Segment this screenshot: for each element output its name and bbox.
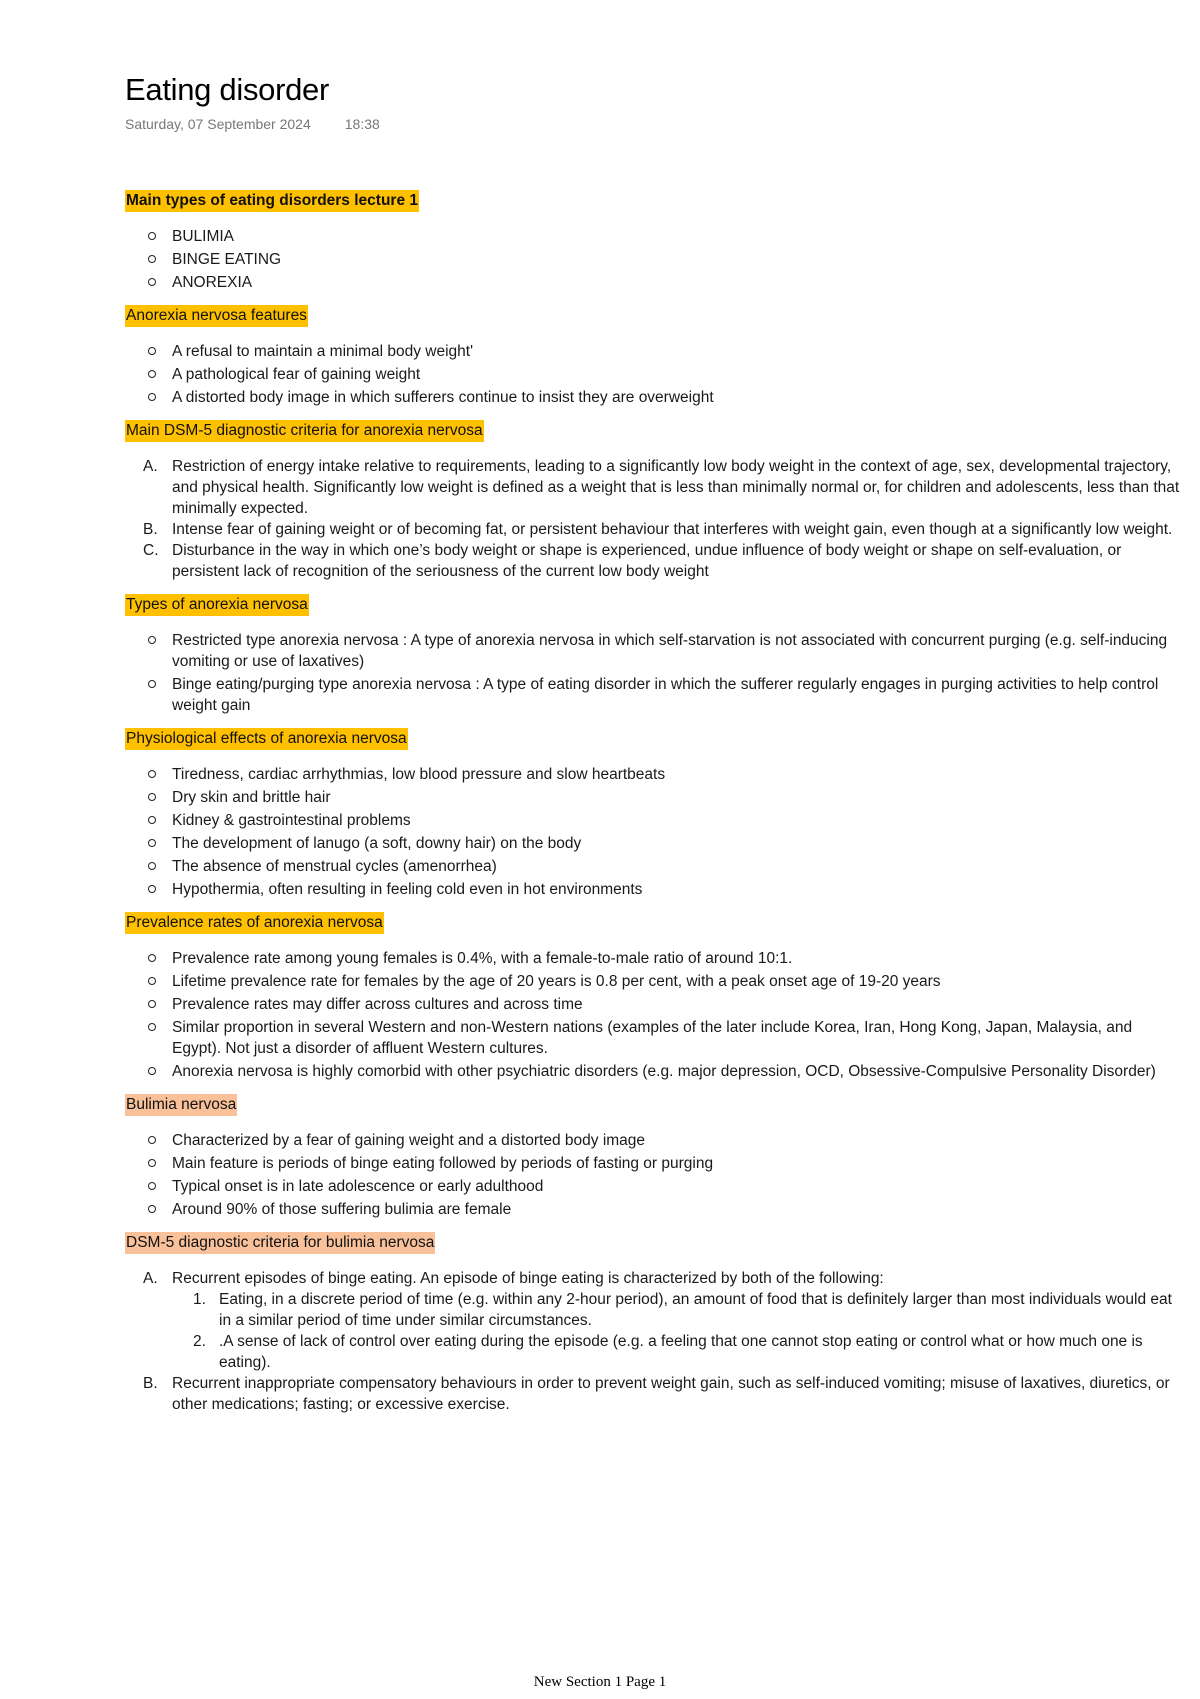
page-meta (125, 116, 1185, 132)
section-bulimia (125, 1094, 1185, 1220)
numbered-sublist (172, 1289, 1185, 1373)
list-item: Hypothermia, often resulting in feeling cold even in hot environments (125, 879, 1185, 900)
list-item (125, 1268, 1185, 1373)
section-heading: Anorexia nervosa features (125, 305, 308, 327)
lettered-list (125, 456, 1185, 582)
page-footer: New Section 1 Page 1 (533, 1674, 667, 1690)
section-heading: Main types of eating disorders lecture 1 (125, 190, 419, 212)
list-item: BINGE EATING (125, 249, 1185, 270)
section-main-types (125, 190, 1185, 293)
list-item: A distorted body image in which sufferers continue to insist they are overweight (125, 387, 1185, 408)
page-date: Saturday, 07 September 2024 (125, 116, 311, 132)
bullet-list (125, 226, 1185, 293)
section-physiological-effects (125, 728, 1185, 900)
list-item: A pathological fear of gaining weight (125, 364, 1185, 385)
list-item: A refusal to maintain a minimal body weight' (125, 341, 1185, 362)
list-item: The absence of menstrual cycles (amenorrhea) (125, 856, 1185, 877)
bullet-list (125, 1130, 1185, 1220)
list-item-text: Recurrent episodes of binge eating. An episode of binge eating is characterized by both of the following: (172, 1270, 884, 1287)
list-marker: C. (143, 542, 159, 559)
list-item (125, 1373, 1185, 1415)
list-item: Lifetime prevalence rate for females by the age of 20 years is 0.8 per cent, with a peak onset age of 19-20 years (125, 971, 1185, 992)
list-marker: A. (143, 1270, 158, 1287)
bullet-list (125, 948, 1185, 1082)
list-item: Anorexia nervosa is highly comorbid with other psychiatric disorders (e.g. major depression, OCD, Obsessive-Compulsive Personality Disorder) (125, 1061, 1185, 1082)
page-title: Eating disorder (125, 72, 330, 107)
list-marker: A. (143, 458, 158, 475)
list-item: Around 90% of those suffering bulimia are female (125, 1199, 1185, 1220)
section-dsm-anorexia (125, 420, 1185, 582)
list-item: Similar proportion in several Western and non-Western nations (examples of the later include Korea, Iran, Hong Kong, Japan, Malaysia, and Egypt). Not just a disorder of affluent Western cultures. (125, 1017, 1185, 1059)
list-item: Binge eating/purging type anorexia nervosa : A type of eating disorder in which the sufferer regularly engages in purging activities to help control weight gain (125, 674, 1185, 716)
list-marker: B. (143, 521, 158, 538)
section-heading: Types of anorexia nervosa (125, 594, 309, 616)
list-item: Characterized by a fear of gaining weight and a distorted body image (125, 1130, 1185, 1151)
section-heading: DSM-5 diagnostic criteria for bulimia nervosa (125, 1232, 435, 1254)
list-item: Tiredness, cardiac arrhythmias, low blood pressure and slow heartbeats (125, 764, 1185, 785)
list-item-text: Restriction of energy intake relative to requirements, leading to a significantly low body weight in the context of age, sex, developmental trajectory, and physical health. Significantly low weight is defined as a weight that is less than minimally normal or, for children and adolescents, less than that minimally expected. (172, 458, 1180, 517)
list-item: Prevalence rate among young females is 0.4%, with a female-to-male ratio of around 10:1. (125, 948, 1185, 969)
list-item (125, 519, 1185, 540)
list-item-text: Recurrent inappropriate compensatory behaviours in order to prevent weight gain, such as self-induced vomiting; misuse of laxatives, diuretics, or other medications; fasting; or excessive exercise. (172, 1375, 1170, 1413)
list-item (125, 540, 1185, 582)
list-item: Kidney & gastrointestinal problems (125, 810, 1185, 831)
page-time: 18:38 (344, 116, 380, 132)
list-item-text: Intense fear of gaining weight or of becoming fat, or persistent behaviour that interferes with weight gain, even though at a significantly low weight. (172, 521, 1173, 538)
list-item: Prevalence rates may differ across cultures and across time (125, 994, 1185, 1015)
list-item: BULIMIA (125, 226, 1185, 247)
bullet-list (125, 764, 1185, 900)
bullet-list (125, 341, 1185, 408)
page-content (125, 72, 1185, 1415)
list-item-text: .A sense of lack of control over eating during the episode (e.g. a feeling that one cannot stop eating or control what or how much one is eating). (219, 1333, 1143, 1371)
section-dsm-bulimia (125, 1232, 1185, 1415)
list-marker: 2. (193, 1333, 206, 1350)
section-prevalence (125, 912, 1185, 1082)
lettered-list (125, 1268, 1185, 1415)
list-item: Dry skin and brittle hair (125, 787, 1185, 808)
section-heading: Main DSM-5 diagnostic criteria for anorexia nervosa (125, 420, 484, 442)
list-item: ANOREXIA (125, 272, 1185, 293)
sublist-item (172, 1289, 1185, 1331)
section-heading: Bulimia nervosa (125, 1094, 237, 1116)
list-marker: 1. (193, 1291, 206, 1308)
list-item: Restricted type anorexia nervosa : A type of anorexia nervosa in which self-starvation is not associated with concurrent purging (e.g. self-inducing vomiting or use of laxatives) (125, 630, 1185, 672)
section-anorexia-features (125, 305, 1185, 408)
list-item-text: Eating, in a discrete period of time (e.g. within any 2-hour period), an amount of food that is definitely larger than most individuals would eat in a similar period of time under similar circumstances. (219, 1291, 1172, 1329)
section-heading: Physiological effects of anorexia nervosa (125, 728, 408, 750)
section-heading: Prevalence rates of anorexia nervosa (125, 912, 384, 934)
list-item-text: Disturbance in the way in which one’s body weight or shape is experienced, undue influence of body weight or shape on self-evaluation, or persistent lack of recognition of the seriousness of the current low body weight (172, 542, 1122, 580)
sublist-item (172, 1331, 1185, 1373)
list-item (125, 456, 1185, 519)
list-marker: B. (143, 1375, 158, 1392)
list-item: Main feature is periods of binge eating followed by periods of fasting or purging (125, 1153, 1185, 1174)
section-types-anorexia (125, 594, 1185, 716)
list-item: Typical onset is in late adolescence or early adulthood (125, 1176, 1185, 1197)
list-item: The development of lanugo (a soft, downy hair) on the body (125, 833, 1185, 854)
bullet-list (125, 630, 1185, 716)
